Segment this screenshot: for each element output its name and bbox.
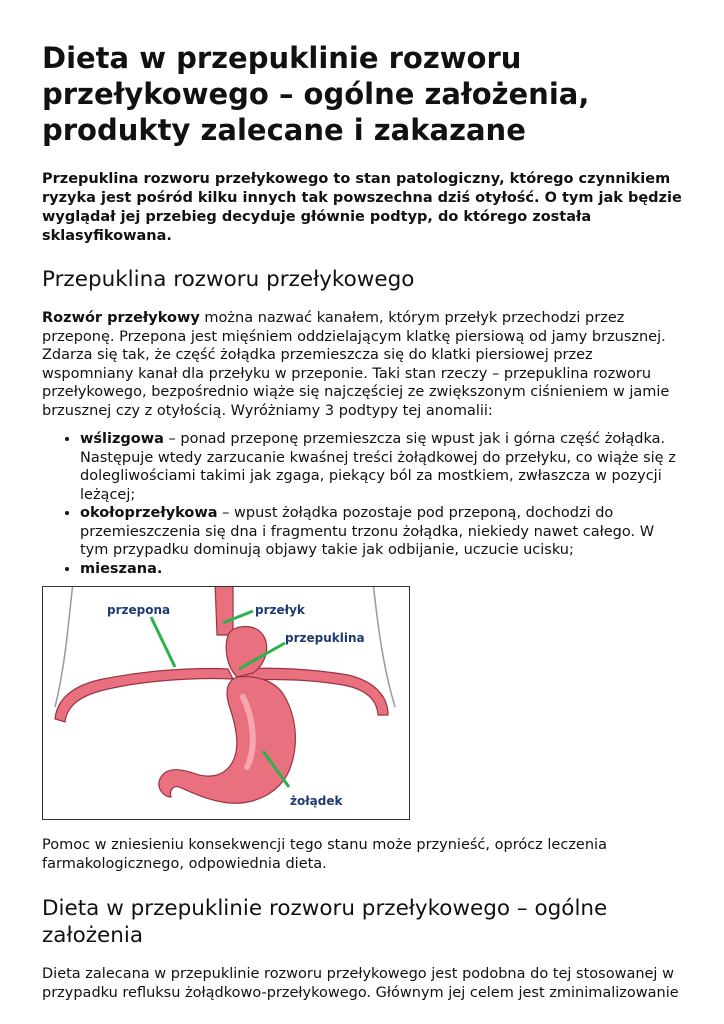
- anatomy-diagram: [43, 587, 409, 819]
- subtype-term: mieszana.: [80, 560, 163, 577]
- intro-term: Rozwór przełykowy: [42, 310, 200, 326]
- body-outline-left: [55, 587, 73, 707]
- diaphragm-left: [55, 668, 233, 722]
- after-figure-paragraph: Pomoc w zniesieniu konsekwencji tego stanu może przynieść, oprócz leczenia farmakologicznego, odpowiednia dieta.: [42, 837, 607, 872]
- section-heading-diet: Dieta w przepuklinie rozworu przełykowego – ogólne założenia: [42, 896, 608, 948]
- intro-text: można nazwać kanałem, którym przełyk przechodzi przez przeponę. Przepona jest mięśniem oddzielającym klatkę piersiową od jamy brzusznej. Zdarza się tak, że część żołądka przemieszcza się do klatki piersiowej przez wspomniany kanał dla przełyku w przeponie. Taki stan rzeczy – przepuklina rozworu przełykowego, bezpośrednio wiąże się najczęściej ze zwiększonym ciśnieniem w jamie brzusznej czy z otyłością. Wyróżniamy 3 podtypy tej anomalii:: [42, 310, 670, 419]
- stomach: [159, 677, 295, 804]
- intro-paragraph: [42, 309, 684, 420]
- list-item: [80, 504, 684, 560]
- list-item: [80, 430, 684, 504]
- label-przelyk: przełyk: [255, 603, 305, 617]
- subtype-term: okołoprzełykowa: [80, 505, 218, 521]
- pointer-line-przepona: [151, 617, 175, 667]
- hernia-illustration: [42, 586, 410, 820]
- lead-paragraph: Przepuklina rozworu przełykowego to stan patologiczny, którego czynnikiem ryzyka jest pośród kilku innych tak powszechna dziś otyłość. O tym jak będzie wyglądał jej przebieg decyduje głównie podtyp, do którego została sklasyfikowana.: [42, 171, 682, 244]
- section-heading-hernia: Przepuklina rozworu przełykowego: [42, 267, 415, 292]
- label-przepona: przepona: [107, 603, 171, 617]
- subtype-desc: – wpust żołądka pozostaje pod przeponą, dochodzi do przemieszczenia się dna i fragmentu trzonu żołądka, niekiedy nawet całego. W tym przypadku dominują objawy takie jak odbijanie, uczucie ucisku;: [80, 505, 655, 558]
- page-title: Dieta w przepuklinie rozworu przełykowego – ogólne założenia, produkty zalecane i zakazane: [42, 41, 590, 147]
- label-przepuklina: przepuklina: [285, 631, 365, 645]
- article: [42, 40, 684, 1002]
- subtype-desc: – ponad przeponę przemieszcza się wpust jak i górna część żołądka. Następuje wtedy zarzucanie kwaśnej treści żołądkowej do przełyku, co wiąże się z dolegliwościami takimi jak zgaga, piekący ból za mostkiem, zwłaszcza w pozycji leżącej;: [80, 431, 676, 503]
- subtype-list: [42, 430, 684, 578]
- subtype-term: wślizgowa: [80, 431, 164, 447]
- diet-paragraph: Dieta zalecana w przepuklinie rozworu przełykowego jest podobna do tej stosowanej w przypadku refluksu żołądkowo-przełykowego. Głównym jej celem jest zminimalizowanie: [42, 966, 679, 1001]
- list-item: [80, 560, 684, 579]
- label-zoladek: żołądek: [290, 794, 343, 808]
- esophagus: [215, 587, 233, 635]
